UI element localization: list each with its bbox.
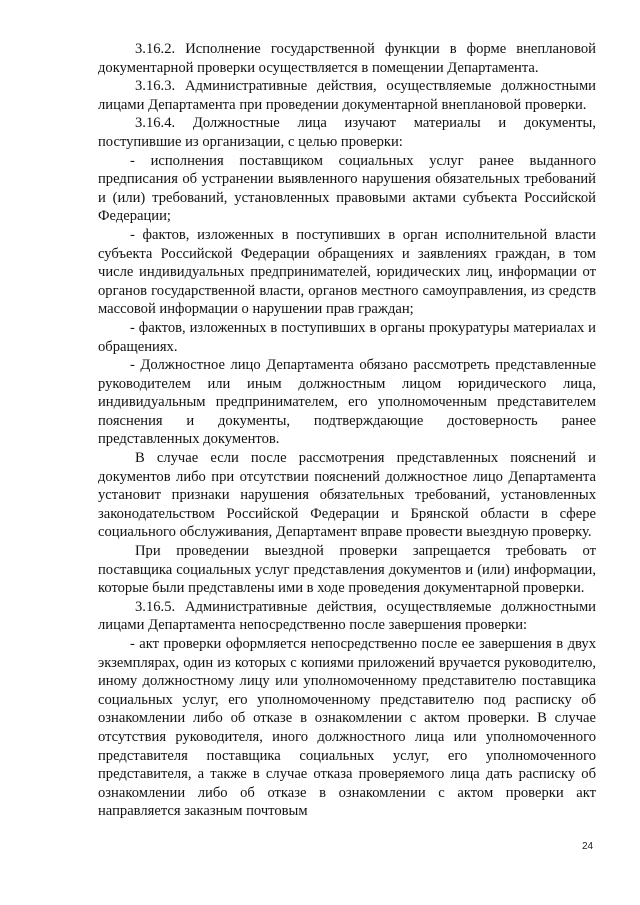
list-item: - Должностное лицо Департамента обязано рассмотреть представленные руководителем или иным должностным лицом юридического лица, индивидуальным предпринимателем, его уполномоченным представителем пояснения и документы, подтверждающие достоверность ранее представленных документов. [98, 357, 596, 448]
paragraph-3-16-5: 3.16.5. Административные действия, осуществляемые должностными лицами Департамента непосредственно после завершения проверки: [98, 598, 596, 634]
paragraph-3-16-3: 3.16.3. Административные действия, осуществляемые должностными лицами Департамента при проведении документарной внеплановой проверки. [98, 78, 596, 113]
paragraph: В случае если после рассмотрения представленных пояснений и документов либо при отсутствии пояснений должностное лицо Департамента установит признаки нарушения обязательных требований, установленных законодательством Российской Федерации и Брянской области в сфере социального обслуживания, Департамент вправе провести выездную проверку. [98, 450, 596, 541]
paragraph: При проведении выездной проверки запрещается требовать от поставщика социальных услуг представления документов и (или) информации, которые были представлены ими в ходе проведения документарной проверки. [98, 543, 596, 597]
document-page [98, 40, 596, 821]
paragraph-3-16-2: 3.16.2. Исполнение государственной функции в форме внеплановой документарной проверки осуществляется в помещении Департамента. [98, 41, 596, 76]
list-item: - фактов, изложенных в поступивших в орган исполнительной власти субъекта Российской Федерации обращениях и заявлениях граждан, в том числе индивидуальных предпринимателей, юридических лиц, информации от органов государственной власти, органов местного самоуправления, из средств массовой информации о нарушении прав граждан; [98, 226, 596, 318]
list-item: - акт проверки оформляется непосредственно после ее завершения в двух экземплярах, один из которых с копиями приложений вручается руководителю, иному должностному лицу или уполномоченному представителю поставщика социальных услуг, его уполномоченному представителю под расписку об ознакомлении либо об отказе в ознакомлении с актом проверки. В случае отсутствия руководителя, иного должностного лица или уполномоченного представителя поставщика социальных услуг, его уполномоченного представителя, а также в случае отказа проверяемого лица дать расписку об ознакомлении либо об отказе в ознакомлении с актом проверки акт направляется заказным почтовым [98, 636, 596, 820]
page-number: 24 [582, 841, 594, 852]
paragraph-3-16-4: 3.16.4. Должностные лица изучают материалы и документы, поступившие из организации, с целью проверки: [98, 115, 596, 150]
list-item: - исполнения поставщиком социальных услуг ранее выданного предписания об устранении выявленного нарушения обязательных требований и (или) требований, установленных правовыми актами субъекта Российской Федерации; [98, 152, 596, 225]
list-item: - фактов, изложенных в поступивших в органы прокуратуры материалах и обращениях. [98, 319, 596, 355]
